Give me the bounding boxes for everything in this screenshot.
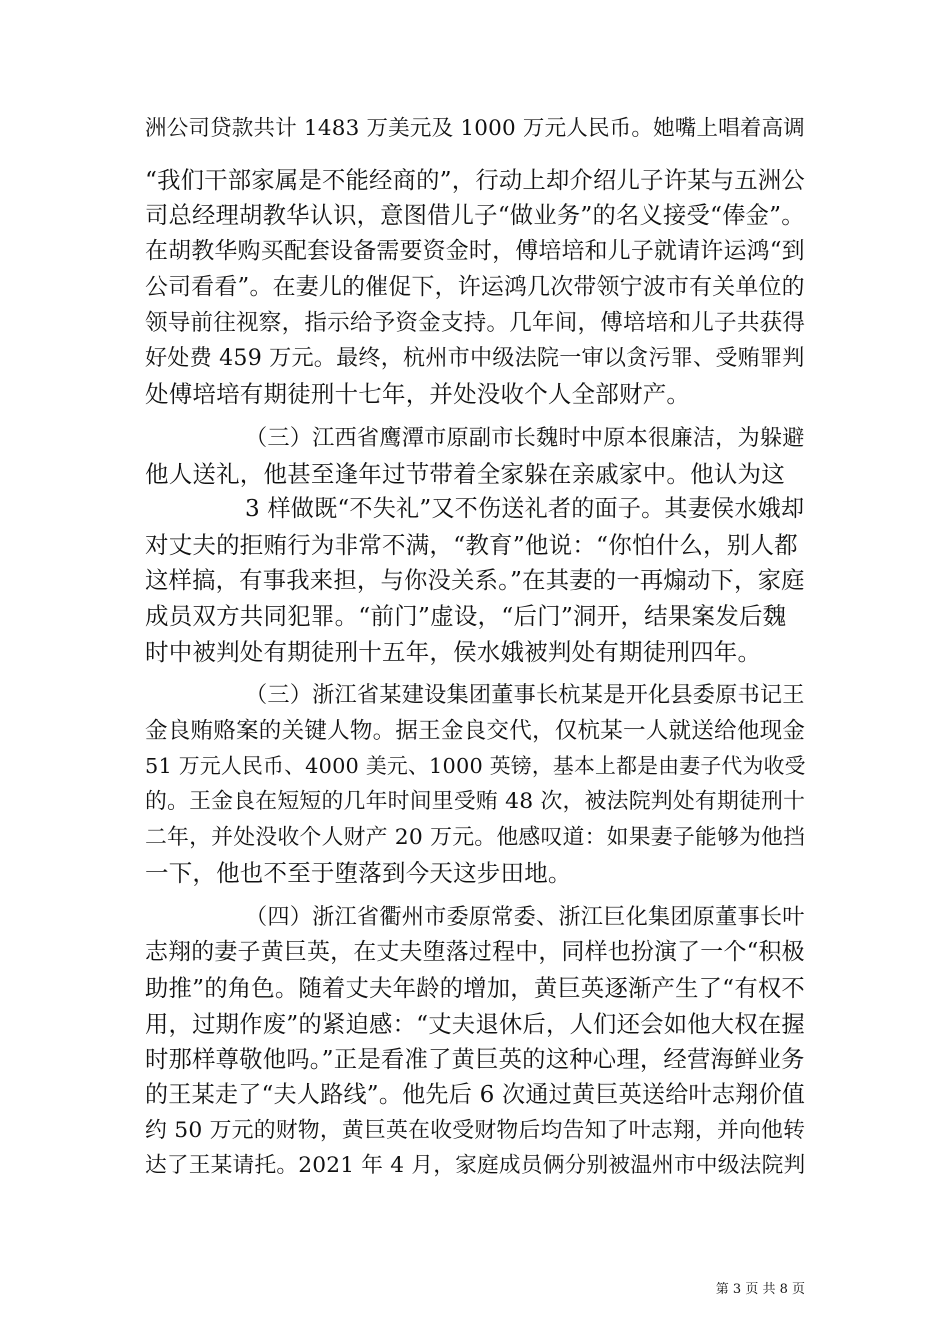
text-line: 对丈夫的拒贿行为非常不满，“教育”他说：“你怕什么，别人都: [145, 531, 798, 559]
text-line: “我们干部家属是不能经商的”，行动上却介绍儿子许某与五洲公: [145, 166, 805, 194]
text-line: 司总经理胡教华认识，意图借儿子“做业务”的名义接受“俸金”。: [145, 202, 805, 229]
text-line: 洲公司贷款共计 1483 万美元及 1000 万元人民币。她嘴上唱着高调: [145, 116, 805, 141]
page-number: 第 3 页 共 8 页: [715, 1282, 805, 1297]
text-line: 在胡教华购买配套设备需要资金时，傅培培和儿子就请许运鸿“到: [145, 238, 805, 264]
text-line: 的。王金良在短短的几年时间里受贿 48 次，被法院判处有期徒刑十: [145, 789, 806, 814]
text-line: 约 50 万元的财物，黄巨英在收受财物后均告知了叶志翔，并向他转: [145, 1118, 806, 1143]
text-line: 二年，并处没收个人财产 20 万元。他感叹道：如果妻子能够为他挡: [145, 825, 806, 850]
text-line: 处傅培培有期徒刑十七年，并处没收个人全部财产。: [145, 380, 691, 408]
text-line: 用，过期作废”的紧迫感：“丈夫退休后，人们还会如他大权在握: [145, 1010, 805, 1038]
text-line: 公司看看”。在妻儿的催促下，许运鸿几次带领宁波市有关单位的: [145, 274, 805, 300]
text-line: 一下，他也不至于堕落到今天这步田地。: [145, 859, 572, 887]
text-line: 3 样做既“不失礼”又不伤送礼者的面子。其妻侯水娥却: [245, 496, 805, 522]
text-line: 的王某走了“夫人路线”。他先后 6 次通过黄巨英送给叶志翔价值: [145, 1082, 806, 1108]
text-line: 51 万元人民币、4000 美元、1000 英镑，基本上都是由妻子代为收受: [145, 754, 806, 778]
text-line: 时那样尊敬他吗。”正是看准了黄巨英的这种心理，经营海鲜业务: [145, 1045, 805, 1073]
paragraph-start-line: （四）浙江省衢州市委原常委、浙江巨化集团原董事长叶: [245, 904, 805, 930]
text-line: 助推”的角色。随着丈夫年龄的增加，黄巨英逐渐产生了“有权不: [145, 974, 805, 1002]
text-line: 达了王某请托。2021 年 4 月，家庭成员俩分别被温州市中级法院判: [145, 1153, 806, 1178]
paragraph-start-line: （三）浙江省某建设集团董事长杭某是开化县委原书记王: [245, 682, 805, 708]
paragraph-start-line: （三）江西省鹰潭市原副市长魏时中原本很廉洁，为躲避: [245, 425, 805, 451]
text-line: 领导前往视察，指示给予资金支持。几年间，傅培培和儿子共获得: [145, 310, 806, 336]
text-line: 好处费 459 万元。最终，杭州市中级法院一审以贪污罪、受贿罪判: [145, 345, 805, 371]
text-line: 成员双方共同犯罪。“前门”虚设，“后门”洞开，结果案发后魏: [145, 602, 787, 630]
text-line: 他人送礼，他甚至逢年过节带着全家躲在亲戚家中。他认为这: [145, 460, 785, 488]
text-line: 这样搞，有事我来担，与你没关系。”在其妻的一再煽动下，家庭: [145, 566, 805, 594]
text-line: 金良贿赂案的关键人物。据王金良交代，仅杭某一人就送给他现金: [145, 718, 806, 744]
text-line: 志翔的妻子黄巨英，在丈夫堕落过程中，同样也扮演了一个“积极: [145, 939, 805, 965]
text-line: 时中被判处有期徒刑十五年，侯水娥被判处有期徒刑四年。: [145, 638, 762, 666]
